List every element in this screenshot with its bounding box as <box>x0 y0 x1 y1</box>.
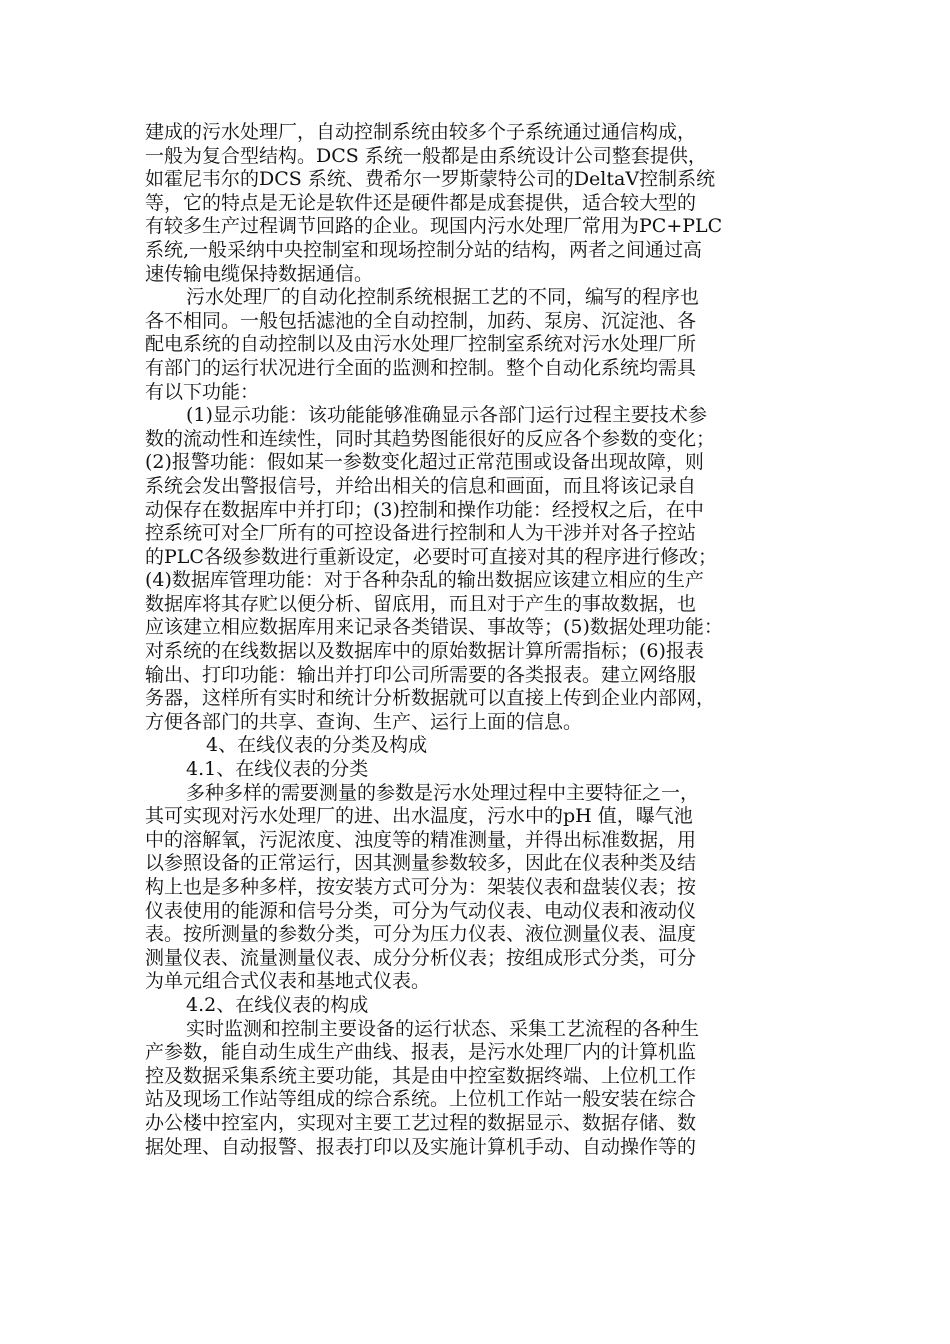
paragraph-line: 系统,一般采纳中央控制室和现场控制分站的结构，两者之间通过高 <box>145 238 703 261</box>
paragraph-line: 据处理、自动报警、报表打印以及实施计算机手动、自动操作等的 <box>145 1135 697 1158</box>
paragraph-line: 污水处理厂的自动化控制系统根据工艺的不同，编写的程序也 <box>186 286 700 309</box>
paragraph-line: 产参数，能自动生成生产曲线、报表，是污水处理厂内的计算机监 <box>145 1041 697 1064</box>
paragraph-line: 系统会发出警报信号，并给出相关的信息和画面，而且将该记录自 <box>145 474 697 497</box>
paragraph-line: 一般为复合型结构。DCS 系统一般都是由系统设计公司整套提供， <box>145 144 707 167</box>
paragraph-line: 控及数据采集系统主要功能，其是由中控室数据终端、上位机工作 <box>145 1064 697 1087</box>
subsection-heading: 4.1、在线仪表的分类 <box>186 758 369 781</box>
subsection-heading: 4.2、在线仪表的构成 <box>186 993 369 1016</box>
paragraph-line: 实时监测和控制主要设备的运行状态、采集工艺流程的各种生 <box>186 1017 700 1040</box>
paragraph-line: (1)显示功能：该功能能够准确显示各部门运行过程主要技术参 <box>186 404 707 427</box>
paragraph-line: 测量仪表、流量测量仪表、成分分析仪表；按组成形式分类，可分 <box>145 946 697 969</box>
paragraph-line: 方便各部门的共享、查询、生产、运行上面的信息。 <box>145 710 583 733</box>
paragraph-line: 的PLC各级参数进行重新设定，必要时可直接对其的程序进行修改； <box>145 545 717 568</box>
paragraph-line: 动保存在数据库中并打印；(3)控制和操作功能：经授权之后，在中 <box>145 498 704 521</box>
paragraph-line: 中的溶解氧，污泥浓度、浊度等的精准测量，并得出标准数据，用 <box>145 828 697 851</box>
paragraph-line: 应该建立相应数据库用来记录各类错误、事故等；(5)数据处理功能： <box>145 616 723 639</box>
paragraph-line: 速传输电缆保持数据通信。 <box>145 262 374 285</box>
paragraph-line: 其可实现对污水处理厂的进、出水温度，污水中的pH 值，曝气池 <box>145 805 693 828</box>
paragraph-line: 办公楼中控室内，实现对主要工艺过程的数据显示、数据存储、数 <box>145 1111 697 1134</box>
paragraph-line: 表。按所测量的参数分类，可分为压力仪表、液位测量仪表、温度 <box>145 923 697 946</box>
paragraph-line: 控系统可对全厂所有的可控设备进行控制和人为干涉并对各子控站 <box>145 522 697 545</box>
paragraph-line: 数据库将其存贮以便分析、留底用，而且对于产生的事故数据，也 <box>145 592 697 615</box>
paragraph-line: 务器，这样所有实时和统计分析数据就可以直接上传到企业内部网， <box>145 687 716 710</box>
paragraph-line: 建成的污水处理厂，自动控制系统由较多个子系统通过通信构成， <box>145 121 697 143</box>
paragraph-line: 为单元组合式仪表和基地式仪表。 <box>145 970 431 993</box>
document-body <box>145 121 815 1159</box>
paragraph-line: 有以下功能： <box>145 380 260 403</box>
section-heading: 4、在线仪表的分类及构成 <box>206 734 428 757</box>
paragraph-line: 对系统的在线数据以及数据库中的原始数据计算所需指标；(6)报表 <box>145 640 704 663</box>
paragraph-line: 输出、打印功能：输出并打印公司所需要的各类报表。建立网络服 <box>145 663 697 686</box>
paragraph-line: (4)数据库管理功能：对于各种杂乱的输出数据应该建立相应的生产 <box>145 569 704 592</box>
paragraph-line: 数的流动性和连续性，同时其趋势图能很好的反应各个参数的变化； <box>145 427 716 450</box>
paragraph-line: 多种多样的需要测量的参数是污水处理过程中主要特征之一， <box>186 781 700 804</box>
paragraph-line: 有部门的运行状况进行全面的监测和控制。整个自动化系统均需具 <box>145 356 697 379</box>
paragraph-line: (2)报警功能：假如某一参数变化超过正常范围或设备出现故障，则 <box>145 451 704 474</box>
paragraph-line: 构上也是多种多样，按安装方式可分为：架装仪表和盘装仪表；按 <box>145 876 697 898</box>
paragraph-line: 等，它的特点是无论是软件还是硬件都是成套提供，适合较大型的 <box>145 191 697 214</box>
paragraph-line: 如霍尼韦尔的DCS 系统、费希尔一罗斯蒙特公司的DeltaV控制系统 <box>145 168 716 191</box>
paragraph-line: 站及现场工作站等组成的综合系统。上位机工作站一般安装在综合 <box>145 1088 697 1111</box>
paragraph-line: 有较多生产过程调节回路的企业。现国内污水处理厂常用为PC+PLC <box>145 215 723 238</box>
paragraph-line: 配电系统的自动控制以及由污水处理厂控制室系统对污水处理厂所 <box>145 333 697 356</box>
paragraph-line: 仪表使用的能源和信号分类，可分为气动仪表、电动仪表和液动仪 <box>145 899 697 922</box>
paragraph-line: 以参照设备的正常运行，因其测量参数较多，因此在仪表种类及结 <box>145 852 697 875</box>
paragraph-line: 各不相同。一般包括滤池的全自动控制，加药、泵房、沉淀池、各 <box>145 309 697 332</box>
